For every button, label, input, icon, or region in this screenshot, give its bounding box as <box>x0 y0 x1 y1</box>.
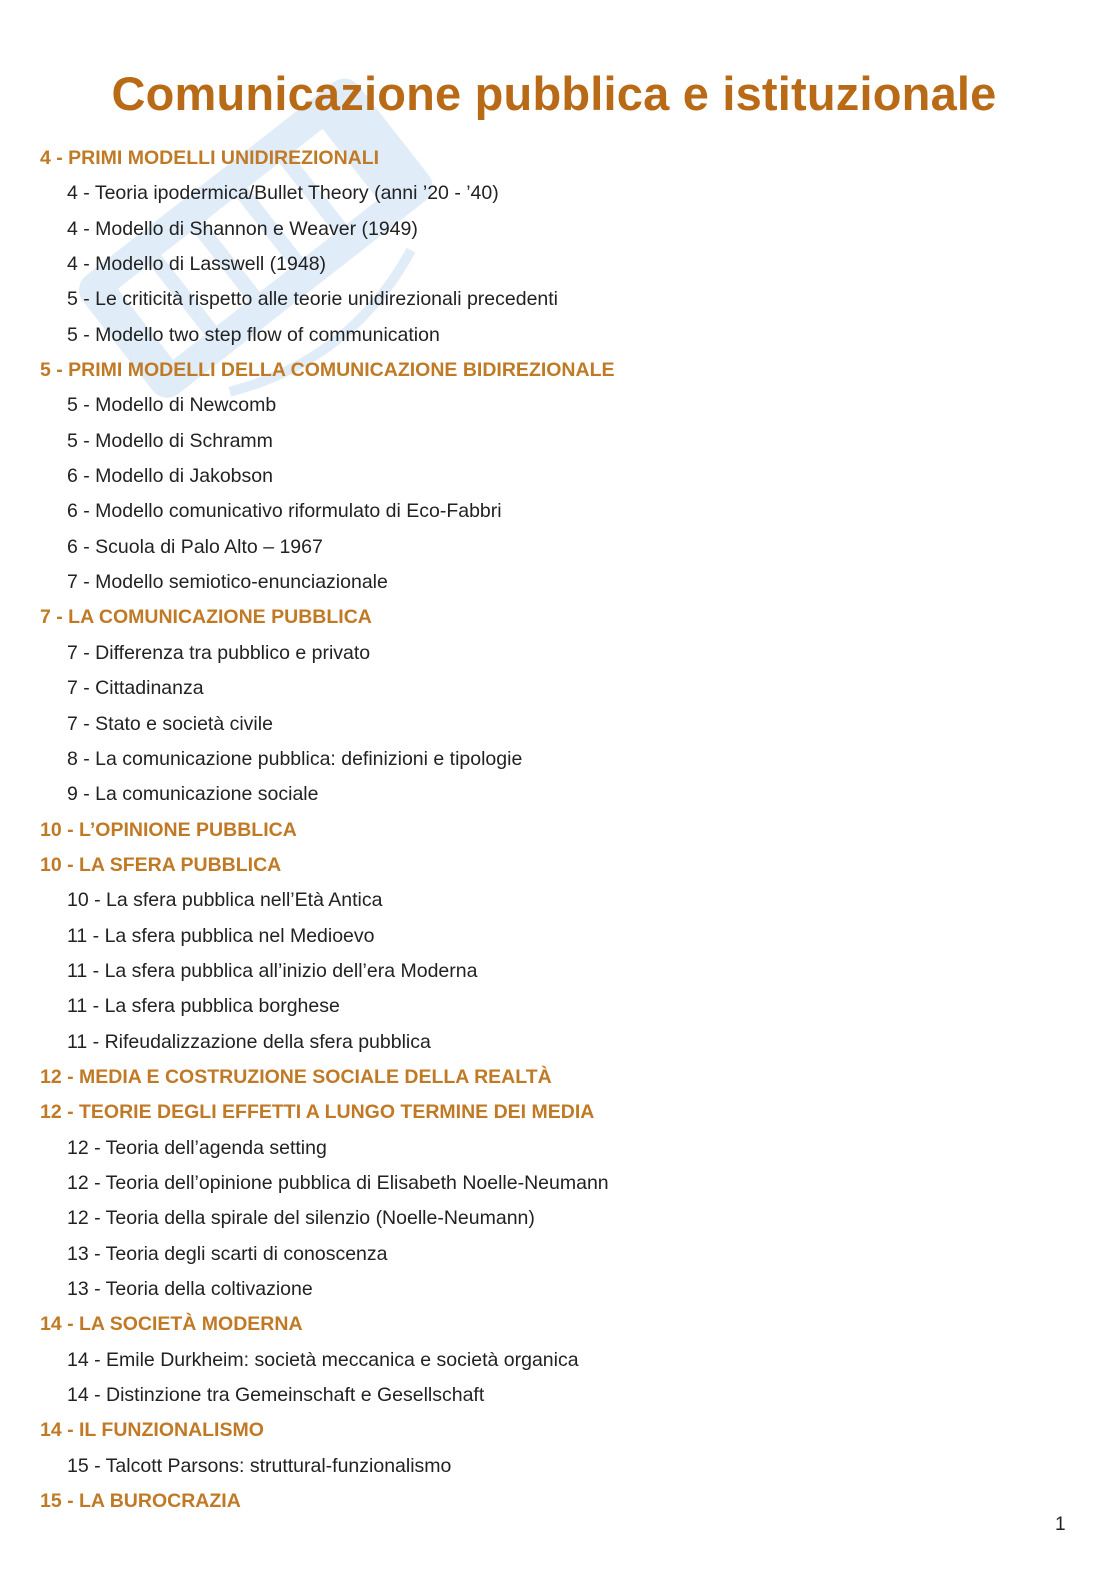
toc-entry[interactable]: 15 - Talcott Parsons: struttural-funzionalismo <box>67 1454 452 1477</box>
toc-entry[interactable]: 13 - Teoria degli scarti di conoscenza <box>67 1242 388 1265</box>
toc-section-heading[interactable]: 12 - MEDIA E COSTRUZIONE SOCIALE DELLA REALTÀ <box>40 1065 552 1088</box>
toc-section-heading[interactable]: 12 - TEORIE DEGLI EFFETTI A LUNGO TERMINE DEI MEDIA <box>40 1101 595 1124</box>
toc-entry[interactable]: 12 - Teoria dell’agenda setting <box>67 1136 327 1159</box>
table-of-contents <box>0 141 1118 1519</box>
toc-entry[interactable]: 14 - Distinzione tra Gemeinschaft e Gesellschaft <box>67 1384 485 1407</box>
toc-section-heading[interactable]: 10 - LA SFERA PUBBLICA <box>40 853 282 876</box>
toc-entry[interactable]: 11 - La sfera pubblica borghese <box>67 995 340 1018</box>
document-title: Comunicazione pubblica e istituzionale <box>111 67 997 120</box>
toc-entry[interactable]: 13 - Teoria della coltivazione <box>67 1278 313 1300</box>
toc-entry[interactable]: 11 - La sfera pubblica nel Medioevo <box>67 924 375 947</box>
toc-entry[interactable]: 7 - Cittadinanza <box>67 677 204 700</box>
toc-section-heading[interactable]: 14 - IL FUNZIONALISMO <box>40 1419 264 1442</box>
toc-section-heading[interactable]: 10 - L’OPINIONE PUBBLICA <box>40 818 297 841</box>
toc-entry[interactable]: 8 - La comunicazione pubblica: definizioni e tipologie <box>67 747 523 770</box>
toc-section-heading[interactable]: 7 - LA COMUNICAZIONE PUBBLICA <box>40 606 372 629</box>
toc-entry[interactable]: 12 - Teoria della spirale del silenzio (Noelle-Neumann) <box>67 1207 535 1230</box>
toc-entry[interactable]: 5 - Modello two step flow of communication <box>67 323 440 346</box>
toc-entry[interactable]: 5 - Le criticità rispetto alle teorie unidirezionali precedenti <box>67 288 559 311</box>
toc-entry[interactable]: 6 - Scuola di Palo Alto – 1967 <box>67 535 323 558</box>
toc-entry[interactable]: 5 - Modello di Newcomb <box>67 394 277 417</box>
toc-entry[interactable]: 11 - La sfera pubblica all’inizio dell’era Moderna <box>67 959 478 982</box>
toc-section-heading[interactable]: 15 - LA BUROCRAZIA <box>40 1490 241 1513</box>
toc-entry[interactable]: 5 - Modello di Schramm <box>67 429 273 452</box>
toc-entry[interactable]: 11 - Rifeudalizzazione della sfera pubblica <box>67 1030 431 1053</box>
page-number: 1 <box>1055 1514 1066 1535</box>
toc-entry[interactable]: 6 - Modello di Jakobson <box>67 465 273 488</box>
toc-section-heading[interactable]: 14 - LA SOCIETÀ MODERNA <box>40 1313 303 1336</box>
toc-entry[interactable]: 14 - Emile Durkheim: società meccanica e società organica <box>67 1348 579 1371</box>
toc-entry[interactable]: 7 - Stato e società civile <box>67 712 273 735</box>
toc-entry[interactable]: 12 - Teoria dell’opinione pubblica di Elisabeth Noelle-Neumann <box>67 1171 609 1194</box>
toc-entry[interactable]: 4 - Modello di Shannon e Weaver (1949) <box>67 217 418 240</box>
toc-section-heading[interactable]: 4 - PRIMI MODELLI UNIDIREZIONALI <box>40 147 380 169</box>
toc-entry[interactable]: 4 - Teoria ipodermica/Bullet Theory (anni ’20 - ’40) <box>67 182 499 205</box>
toc-entry[interactable]: 4 - Modello di Lasswell (1948) <box>67 253 327 276</box>
toc-section-heading[interactable]: 5 - PRIMI MODELLI DELLA COMUNICAZIONE BIDIREZIONALE <box>40 359 615 382</box>
toc-entry[interactable]: 10 - La sfera pubblica nell’Età Antica <box>67 889 383 912</box>
toc-entry[interactable]: 7 - Modello semiotico-enunciazionale <box>67 571 388 594</box>
toc-entry[interactable]: 7 - Differenza tra pubblico e privato <box>67 641 371 664</box>
toc-entry[interactable]: 6 - Modello comunicativo riformulato di Eco-Fabbri <box>67 500 502 523</box>
toc-entry[interactable]: 9 - La comunicazione sociale <box>67 783 319 806</box>
